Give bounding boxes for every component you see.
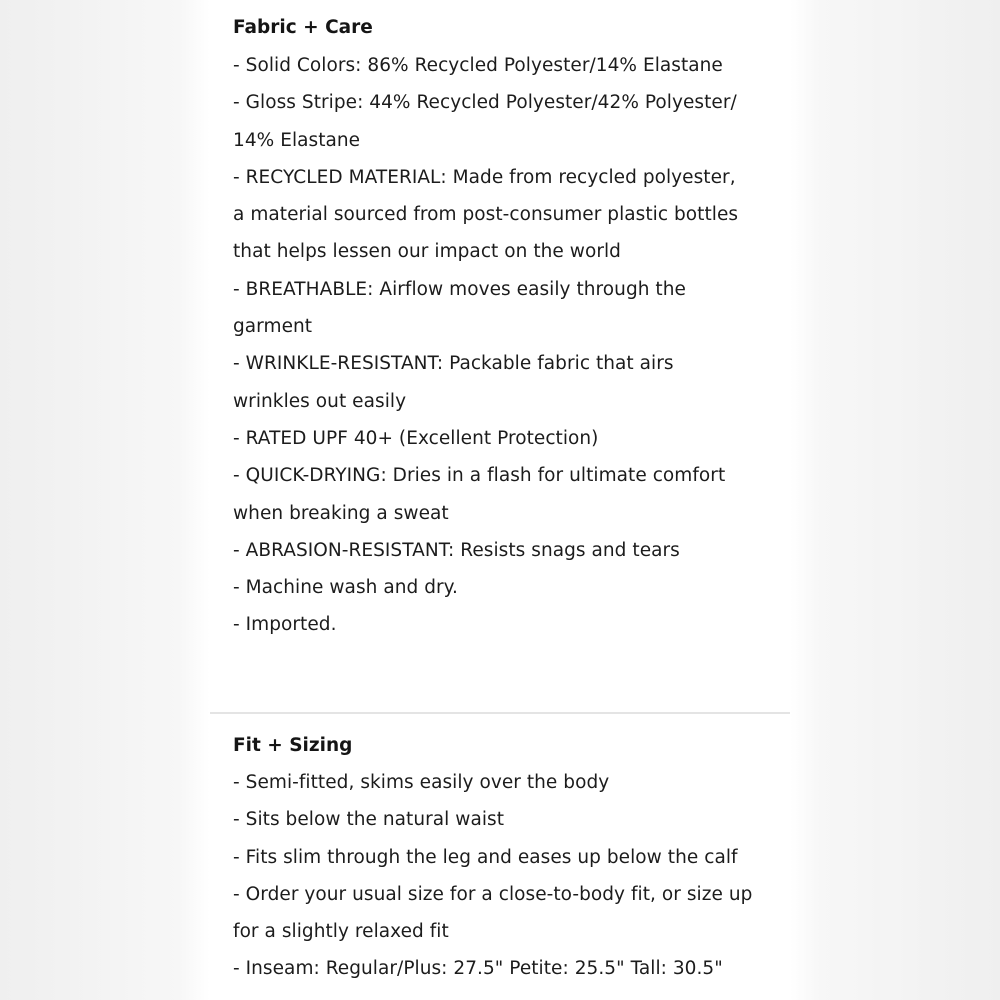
fit-sizing-line: - Fits slim through the leg and eases up below the calf bbox=[233, 846, 738, 868]
fit-sizing-line: for a slightly relaxed fit bbox=[233, 921, 449, 943]
fabric-care-line: garment bbox=[233, 316, 313, 338]
fabric-care-section bbox=[210, 0, 790, 713]
fabric-care-line: - ABRASION-RESISTANT: Resists snags and tears bbox=[233, 539, 680, 561]
fabric-care-line: - RECYCLED MATERIAL: Made from recycled polyester, bbox=[233, 166, 736, 188]
fabric-care-heading: Fabric + Care bbox=[233, 17, 373, 38]
fabric-care-line: - BREATHABLE: Airflow moves easily through the bbox=[233, 278, 686, 300]
fabric-care-line: - QUICK-DRYING: Dries in a flash for ultimate comfort bbox=[233, 465, 726, 487]
fit-sizing-line: - Inseam: Regular/Plus: 27.5" Petite: 25.5" Tall: 30.5" bbox=[233, 958, 723, 980]
fit-sizing-line: - Sits below the natural waist bbox=[233, 809, 505, 831]
fabric-care-line: - Machine wash and dry. bbox=[233, 577, 458, 599]
fit-sizing-list bbox=[233, 764, 752, 988]
fabric-care-line: wrinkles out easily bbox=[233, 390, 407, 412]
fabric-care-line: that helps lessen our impact on the world bbox=[233, 241, 621, 263]
fit-sizing-heading: Fit + Sizing bbox=[233, 735, 353, 756]
fabric-care-line: - Imported. bbox=[233, 614, 337, 636]
fabric-care-line: 14% Elastane bbox=[233, 129, 361, 151]
fit-sizing-line: - Order your usual size for a close-to-body fit, or size up bbox=[233, 883, 753, 905]
fabric-care-list bbox=[233, 47, 738, 644]
fabric-care-line: - Gloss Stripe: 44% Recycled Polyester/42% Polyester/ bbox=[233, 92, 737, 114]
fit-sizing-line: - Semi-fitted, skims easily over the body bbox=[233, 772, 610, 793]
fabric-care-line: - Solid Colors: 86% Recycled Polyester/14% Elastane bbox=[233, 55, 723, 76]
fabric-care-line: a material sourced from post-consumer plastic bottles bbox=[233, 204, 739, 226]
fabric-care-line: - RATED UPF 40+ (Excellent Protection) bbox=[233, 427, 599, 449]
fit-sizing-section bbox=[210, 714, 790, 1000]
fabric-care-line: when breaking a sweat bbox=[233, 502, 449, 524]
fabric-care-line: - WRINKLE-RESISTANT: Packable fabric that airs bbox=[233, 353, 674, 375]
